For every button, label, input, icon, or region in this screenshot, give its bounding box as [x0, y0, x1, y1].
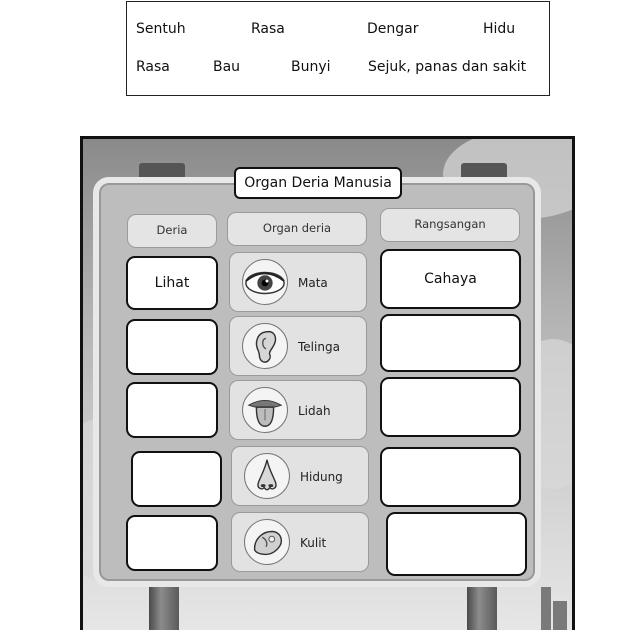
rangsangan-answer-box[interactable]: [380, 377, 521, 437]
header-deria: Deria: [127, 214, 217, 248]
organ-cell-telinga: [229, 316, 367, 376]
word-bank: [126, 1, 550, 96]
word-bank-item[interactable]: Dengar: [367, 21, 419, 37]
rangsangan-answer-box[interactable]: [386, 512, 527, 576]
eye-icon: [242, 259, 288, 305]
deria-answer-box[interactable]: [131, 451, 222, 507]
organ-cell-hidung: [231, 446, 369, 506]
organ-cell-mata: [229, 252, 367, 312]
word-bank-item[interactable]: Bunyi: [291, 59, 331, 75]
organ-label: Telinga: [298, 340, 340, 354]
organ-cell-lidah: [229, 380, 367, 440]
organ-label: Kulit: [300, 536, 327, 550]
header-organ-deria: Organ deria: [227, 212, 367, 246]
word-bank-item[interactable]: Rasa: [251, 21, 285, 37]
word-bank-item[interactable]: Bau: [213, 59, 241, 75]
skin-icon: [244, 519, 290, 565]
nose-icon: [244, 453, 290, 499]
organ-label: Hidung: [300, 470, 343, 484]
organ-cell-kulit: [231, 512, 369, 572]
deria-answer-box[interactable]: [126, 515, 218, 571]
word-bank-item[interactable]: Sentuh: [136, 21, 186, 37]
deria-answer-box[interactable]: Lihat: [126, 256, 218, 310]
deria-answer-box[interactable]: [126, 382, 218, 438]
organ-label: Mata: [298, 276, 328, 290]
deria-answer-box[interactable]: [126, 319, 218, 375]
organ-label: Lidah: [298, 404, 331, 418]
word-bank-item[interactable]: Hidu: [483, 21, 516, 37]
rangsangan-answer-box[interactable]: [380, 447, 521, 507]
word-bank-item[interactable]: Sejuk, panas dan sakit: [368, 59, 527, 75]
word-bank-item[interactable]: Rasa: [136, 59, 170, 75]
tongue-icon: [242, 387, 288, 433]
rangsangan-answer-box[interactable]: Cahaya: [380, 249, 521, 309]
board-title: Organ Deria Manusia: [234, 167, 402, 199]
ear-icon: [242, 323, 288, 369]
header-rangsangan: Rangsangan: [380, 208, 520, 242]
rangsangan-answer-box[interactable]: [380, 314, 521, 372]
